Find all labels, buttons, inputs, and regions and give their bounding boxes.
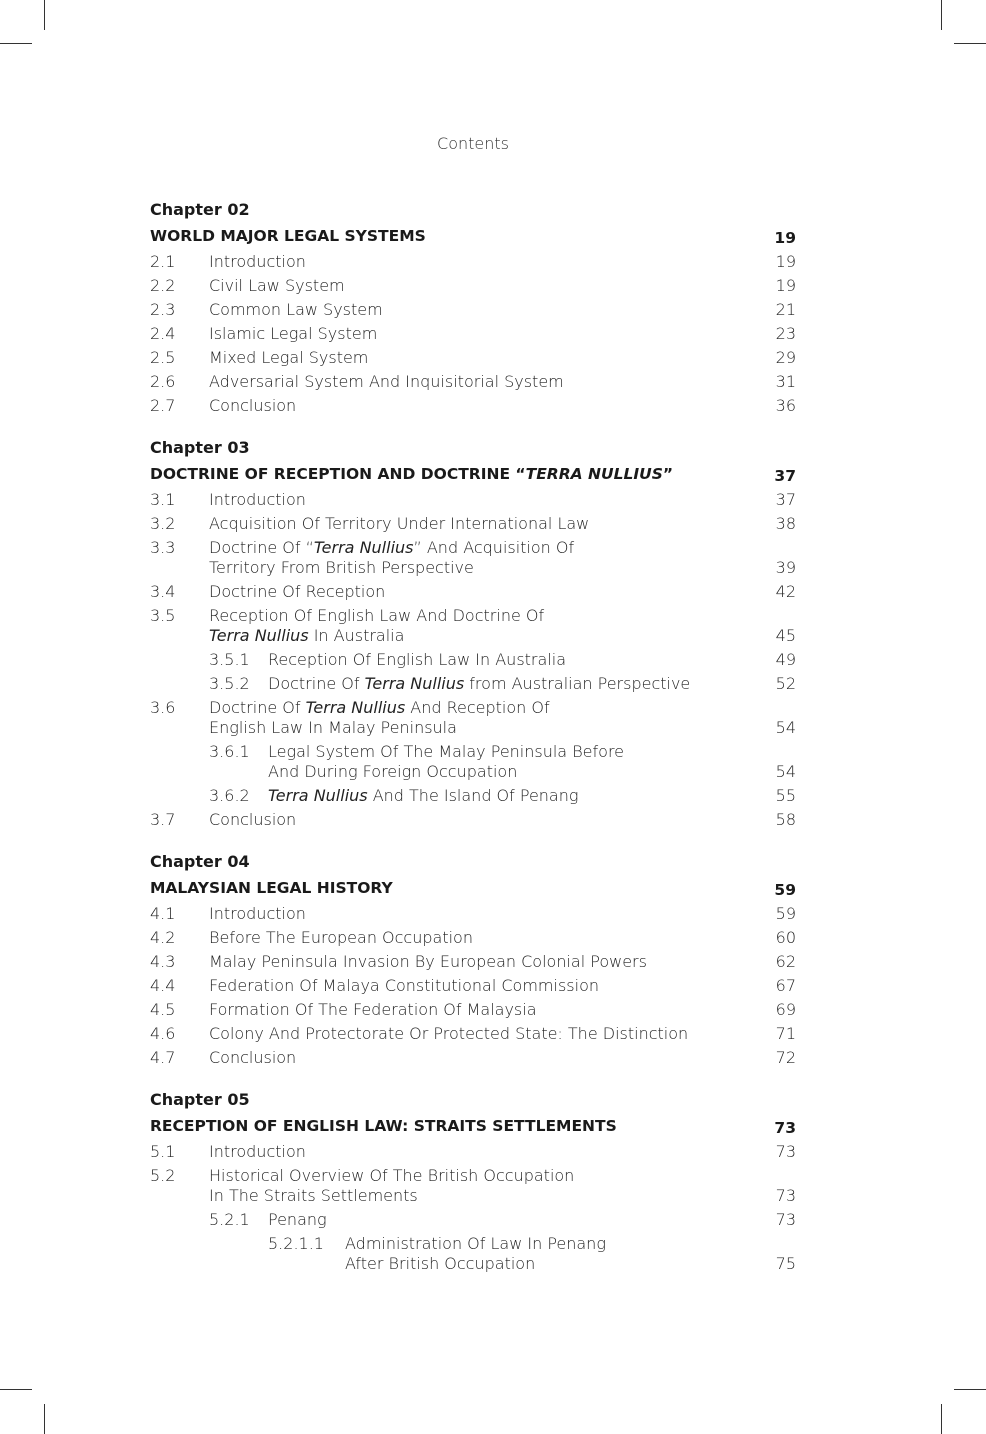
page-number: 73 xyxy=(774,1119,796,1137)
page-number: 72 xyxy=(775,1048,796,1067)
section-number: 2.2 xyxy=(150,276,176,295)
section-number: 3.6.2 xyxy=(209,786,250,805)
chapter-title: RECEPTION OF ENGLISH LAW: STRAITS SETTLEMENTS xyxy=(150,1117,617,1135)
page-number: 54 xyxy=(775,762,796,781)
section-title: Doctrine Of Reception xyxy=(209,582,386,601)
page-number: 38 xyxy=(775,514,796,533)
page-number: 37 xyxy=(775,490,796,509)
toc-subentry[interactable] xyxy=(150,784,796,808)
page-number: 49 xyxy=(775,650,796,669)
toc-entry[interactable] xyxy=(150,298,796,322)
section-title: Before The European Occupation xyxy=(209,928,473,947)
section-number: 4.7 xyxy=(150,1048,176,1067)
page-number: 42 xyxy=(775,582,796,601)
section-title: Reception Of English Law And Doctrine Of Terra Nullius In Australia xyxy=(209,606,545,645)
page-number: 67 xyxy=(775,976,796,995)
section-title: Common Law System xyxy=(209,300,383,319)
section-title: Mixed Legal System xyxy=(209,348,369,367)
section-number: 4.4 xyxy=(150,976,176,995)
page-number: 39 xyxy=(775,558,796,577)
toc-entry[interactable] xyxy=(150,370,796,394)
chapter-heading[interactable] xyxy=(150,876,796,902)
page-number: 52 xyxy=(775,674,796,693)
section-number: 2.7 xyxy=(150,396,176,415)
section-number: 5.2.1 xyxy=(209,1210,250,1229)
page-number: 71 xyxy=(775,1024,796,1043)
section-number: 2.3 xyxy=(150,300,176,319)
crop-mark xyxy=(954,1389,986,1390)
toc-entry[interactable] xyxy=(150,902,796,926)
section-number: 3.1 xyxy=(150,490,176,509)
toc-entry[interactable] xyxy=(150,1140,796,1164)
section-title: Malay Peninsula Invasion By European Colonial Powers xyxy=(209,952,647,971)
page-number: 62 xyxy=(775,952,796,971)
page-number: 69 xyxy=(775,1000,796,1019)
section-title: Administration Of Law In Penang After British Occupation xyxy=(345,1234,606,1273)
section-title: Reception Of English Law In Australia xyxy=(268,650,566,669)
toc-entry[interactable] xyxy=(150,394,796,418)
section-title: Doctrine Of “Terra Nullius” And Acquisition Of Territory From British Perspective xyxy=(209,538,575,577)
section-number: 2.1 xyxy=(150,252,176,271)
section-title: Doctrine Of Terra Nullius from Australian Perspective xyxy=(268,674,691,693)
chapter-label: Chapter 03 xyxy=(150,438,250,457)
section-title: Acquisition Of Territory Under International Law xyxy=(209,514,590,533)
toc-subentry[interactable] xyxy=(150,672,796,696)
section-title: Legal System Of The Malay Peninsula Before And During Foreign Occupation xyxy=(268,742,625,781)
page-number: 37 xyxy=(774,467,796,485)
chapter-label: Chapter 04 xyxy=(150,852,250,871)
toc-entry[interactable] xyxy=(150,322,796,346)
crop-mark xyxy=(941,1404,942,1434)
section-number: 3.2 xyxy=(150,514,176,533)
section-number: 4.2 xyxy=(150,928,176,947)
section-title: Introduction xyxy=(209,904,306,923)
page-number: 55 xyxy=(775,786,796,805)
chapter-heading[interactable] xyxy=(150,224,796,250)
toc-entry[interactable] xyxy=(150,950,796,974)
chapter-label: Chapter 02 xyxy=(150,200,250,219)
toc-entry[interactable] xyxy=(150,1022,796,1046)
section-number: 3.5.2 xyxy=(209,674,250,693)
section-title: Introduction xyxy=(209,252,306,271)
section-number: 5.2 xyxy=(150,1166,176,1185)
toc-entry[interactable] xyxy=(150,274,796,298)
crop-mark xyxy=(0,1389,32,1390)
chapter-title: DOCTRINE OF RECEPTION AND DOCTRINE “TERRA NULLIUS” xyxy=(150,465,674,483)
section-number: 4.6 xyxy=(150,1024,176,1043)
page-number: 60 xyxy=(775,928,796,947)
toc-entry[interactable] xyxy=(150,250,796,274)
toc-entry[interactable] xyxy=(150,536,796,580)
toc-entry[interactable] xyxy=(150,512,796,536)
toc-entry[interactable] xyxy=(150,1046,796,1070)
toc-entry[interactable] xyxy=(150,1164,796,1208)
toc-entry[interactable] xyxy=(150,346,796,370)
section-number: 2.4 xyxy=(150,324,176,343)
section-title: Federation Of Malaya Constitutional Commission xyxy=(209,976,599,995)
page-number: 19 xyxy=(775,252,796,271)
page-number: 59 xyxy=(775,904,796,923)
section-title: Terra Nullius And The Island Of Penang xyxy=(268,786,579,805)
section-title: Conclusion xyxy=(209,396,297,415)
section-title: Adversarial System And Inquisitorial System xyxy=(209,372,564,391)
toc-entry[interactable] xyxy=(150,926,796,950)
section-title: Conclusion xyxy=(209,1048,297,1067)
section-number: 3.5.1 xyxy=(209,650,250,669)
section-number: 4.3 xyxy=(150,952,176,971)
section-title: Civil Law System xyxy=(209,276,345,295)
page-number: 73 xyxy=(775,1186,796,1205)
section-number: 3.3 xyxy=(150,538,176,557)
toc-entry[interactable] xyxy=(150,696,796,740)
section-title: Formation Of The Federation Of Malaysia xyxy=(209,1000,537,1019)
page-number: 21 xyxy=(775,300,796,319)
section-number: 3.6.1 xyxy=(209,742,250,761)
section-number: 3.6 xyxy=(150,698,176,717)
section-number: 4.1 xyxy=(150,904,176,923)
page-number: 73 xyxy=(775,1210,796,1229)
section-number: 3.7 xyxy=(150,810,176,829)
page-title: Contents xyxy=(437,134,509,153)
section-title: Historical Overview Of The British Occupation In The Straits Settlements xyxy=(209,1166,575,1205)
section-title: Introduction xyxy=(209,490,306,509)
section-number: 4.5 xyxy=(150,1000,176,1019)
toc-entry[interactable] xyxy=(150,974,796,998)
crop-mark xyxy=(954,43,986,44)
crop-mark xyxy=(941,0,942,30)
chapter-title: MALAYSIAN LEGAL HISTORY xyxy=(150,879,393,897)
section-number: 3.5 xyxy=(150,606,176,625)
crop-mark xyxy=(44,1404,45,1434)
page-number: 19 xyxy=(775,276,796,295)
section-title: Islamic Legal System xyxy=(209,324,378,343)
page-number: 54 xyxy=(775,718,796,737)
section-title: Conclusion xyxy=(209,810,297,829)
section-number: 5.1 xyxy=(150,1142,176,1161)
page-number: 73 xyxy=(775,1142,796,1161)
toc-entry[interactable] xyxy=(150,604,796,648)
section-title: Colony And Protectorate Or Protected State: The Distinction xyxy=(209,1024,689,1043)
section-number: 5.2.1.1 xyxy=(268,1234,324,1253)
page-number: 75 xyxy=(775,1254,796,1273)
crop-mark xyxy=(0,43,32,44)
page-number: 59 xyxy=(774,881,796,899)
crop-mark xyxy=(44,0,45,30)
section-title: Penang xyxy=(268,1210,327,1229)
toc-subentry[interactable] xyxy=(150,648,796,672)
toc-subentry[interactable] xyxy=(150,740,796,784)
section-title: Doctrine Of Terra Nullius And Reception Of English Law In Malay Peninsula xyxy=(209,698,550,737)
section-number: 3.4 xyxy=(150,582,176,601)
page-number: 29 xyxy=(775,348,796,367)
section-number: 2.5 xyxy=(150,348,176,367)
page-number: 36 xyxy=(775,396,796,415)
page-number: 58 xyxy=(775,810,796,829)
page-number: 23 xyxy=(775,324,796,343)
toc-subentry[interactable] xyxy=(150,1208,796,1232)
toc-entry[interactable] xyxy=(150,998,796,1022)
section-number: 2.6 xyxy=(150,372,176,391)
chapter-title: WORLD MAJOR LEGAL SYSTEMS xyxy=(150,227,426,245)
chapter-heading[interactable] xyxy=(150,1114,796,1140)
toc-entry[interactable] xyxy=(150,808,796,832)
section-title: Introduction xyxy=(209,1142,306,1161)
toc-subsubentry[interactable] xyxy=(150,1232,796,1276)
chapter-heading[interactable] xyxy=(150,462,796,488)
table-of-contents xyxy=(150,198,796,1276)
chapter-label: Chapter 05 xyxy=(150,1090,250,1109)
page-number: 45 xyxy=(775,626,796,645)
toc-entry[interactable] xyxy=(150,580,796,604)
page-number: 31 xyxy=(775,372,796,391)
page-number: 19 xyxy=(774,229,796,247)
toc-entry[interactable] xyxy=(150,488,796,512)
